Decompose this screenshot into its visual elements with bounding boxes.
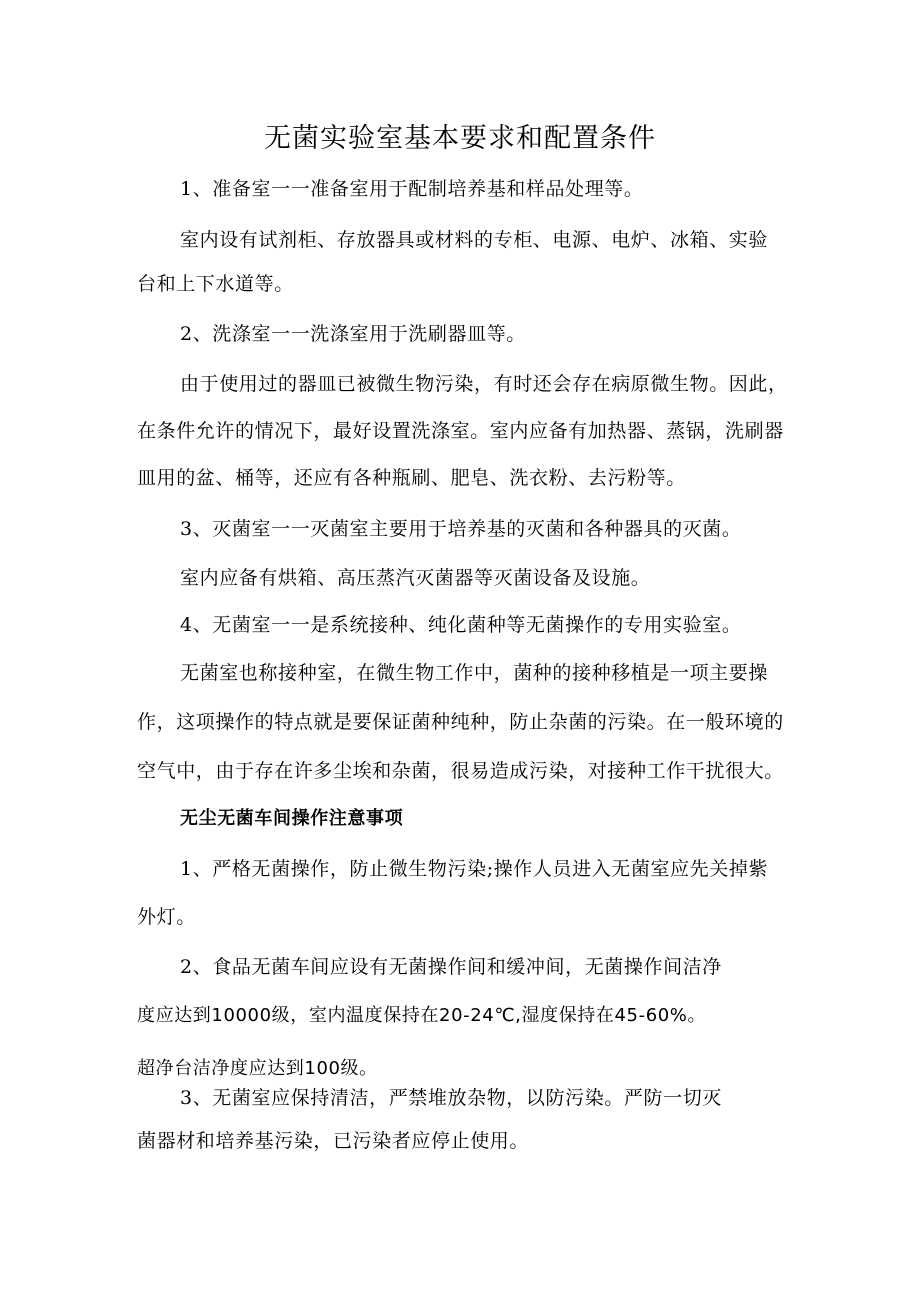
section-heading: 无尘无菌车间操作注意事项 [180, 808, 404, 829]
paragraph-line: 3、灭菌室一一灭菌室主要用于培养基的灭菌和各种器具的灭菌。 [180, 518, 742, 540]
paragraph-line: 超净台洁净度应达到100级。 [137, 1058, 378, 1079]
paragraph-line: 度应达到10000级，室内温度保持在20-24℃,湿度保持在45-60%。 [137, 1005, 707, 1026]
paragraph-line: 2、食品无菌车间应设有无菌操作间和缓冲间，无菌操作间洁净 [180, 956, 722, 978]
paragraph-line: 台和上下水道等。 [137, 273, 294, 295]
paragraph-line: 皿用的盆、桶等，还应有各种瓶刷、肥皂、洗衣粉、去污粉等。 [137, 467, 686, 489]
paragraph-line: 室内设有试剂柜、存放器具或材料的专柜、电源、电炉、冰箱、实验 [180, 229, 769, 251]
paragraph-line: 外灯。 [137, 906, 196, 928]
paragraph-line: 无菌室也称接种室，在微生物工作中，菌种的接种移植是一项主要操 [180, 662, 769, 684]
paragraph-line: 在条件允许的情况下，最好设置洗涤室。室内应备有加热器、蒸锅，洗刷器 [137, 420, 784, 442]
paragraph-line: 由于使用过的器皿已被微生物污染，有时还会存在病原微生物。因此， [180, 373, 788, 395]
paragraph-line: 空气中，由于存在许多尘埃和杂菌，很易造成污染，对接种工作干扰很大。 [137, 760, 784, 782]
paragraph-line: 作，这项操作的特点就是要保证菌种纯种，防止杂菌的污染。在一般环境的 [137, 711, 784, 733]
paragraph-line: 1、严格无菌操作，防止微生物污染;操作人员进入无菌室应先关掉紫 [180, 858, 769, 880]
paragraph-line: 菌器材和培养基污染，已污染者应停止使用。 [137, 1130, 530, 1152]
document-title: 无菌实验室基本要求和配置条件 [264, 123, 656, 154]
paragraph-line: 2、洗涤室一一洗涤室用于洗刷器皿等。 [180, 323, 526, 345]
paragraph-line: 4、无菌室一一是系统接种、纯化菌种等无菌操作的专用实验室。 [180, 614, 742, 636]
paragraph-line: 3、无菌室应保持清洁，严禁堆放杂物，以防污染。严防一切灭 [180, 1087, 722, 1109]
paragraph-line: 室内应备有烘箱、高压蒸汽灭菌器等灭菌设备及设施。 [180, 567, 651, 589]
paragraph-line: 1、准备室一一准备室用于配制培养基和样品处理等。 [180, 178, 644, 200]
